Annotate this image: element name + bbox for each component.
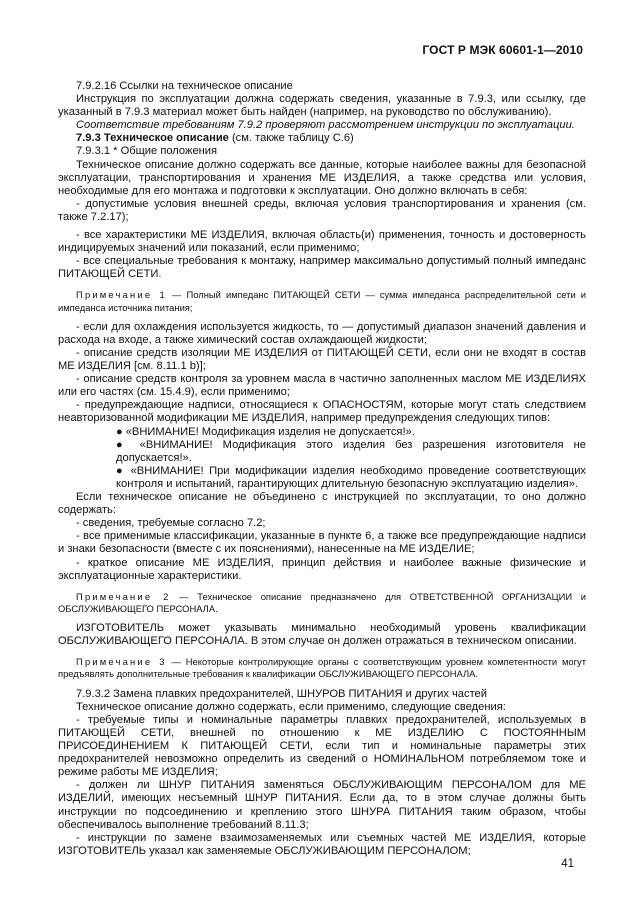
subsection-heading: 7.9.3.2 Замена плавких предохранителей, ШНУРОВ ПИТАНИЯ и других частей [76,687,487,700]
list-item: - все специальные требования к монтажу, например максимально допустимый полный импеданс ПИТАЮЩЕЙ СЕТИ. [58,255,586,281]
page-number: 41 [561,858,574,870]
list-item: - краткое описание МЕ ИЗДЕЛИЯ, принцип действия и наиболее важные физические и эксплуатационные характеристики. [58,556,586,582]
note-1 [58,289,586,313]
note-label: Примечание 1 [76,289,167,301]
page-body [58,80,586,858]
note-3 [58,656,586,680]
note-label: Примечание 2 [76,590,171,602]
list-item: - должен ли ШНУР ПИТАНИЯ заменяться ОБСЛУЖИВАЮЩИМ ПЕРСОНАЛОМ для МЕ ИЗДЕЛИЙ, имеющих несъемный ШНУР ПИТАНИЯ. Если да, то в этом случае должны быть инструкции по подсоединению и креплению этого ШНУРА ПИТАНИЯ таким образом, чтобы обеспечивалось выполнение требований 8.11.3; [58,779,586,831]
standard-header: ГОСТ Р МЭК 60601-1—2010 [422,43,583,57]
list-item: - все применимые классификации, указанные в пункте 6, а также все предупреждающие надписи и знаки безопасности (вместе с их пояснениями), нанесенные на МЕ ИЗДЕЛИЕ; [58,530,586,556]
note-2 [58,591,586,615]
paragraph: Инструкция по эксплуатации должна содержать сведения, указанные в 7.9.3, или ссылку, где указанный в 7.9.3 материал может быть найден (например, на руководство по обслуживанию). [58,93,586,119]
note-label: Примечание 3 [76,656,167,668]
paragraph: Техническое описание должно содержать, если применимо, следующие сведения: [76,700,506,713]
bullet-text: «ВНИМАНИЕ! Модификация изделия не допускается!». [125,425,415,438]
bullet-icon: ● [116,425,126,438]
note-text: — Некоторые контролирующие органы с соответствующим уровнем компетентности могут предъявлять дополнительные требования к квалификации ОБСЛУЖИВАЮЩЕГО ПЕРСОНАЛА. [58,656,586,680]
bullet-icon: ● [116,438,140,451]
paragraph: ИЗГОТОВИТЕЛЬ может указывать минимально необходимый уровень квалификации ОБСЛУЖИВАЮЩЕГО ПЕРСОНАЛА. В этом случае он должен отражаться в техническом описании. [58,622,586,648]
bullet-icon: ● [116,464,131,477]
list-item: - описание средств контроля за уровнем масла в частично заполненных маслом МЕ ИЗДЕЛИЯХ или его частях (см. 15.4.9), если применимо; [58,373,586,399]
list-item: - все характеристики МЕ ИЗДЕЛИЯ, включая область(и) применения, точность и достоверность индицируемых значений или показаний, если применимо; [58,229,586,255]
note-text: — Полный импеданс ПИТАЮЩЕЙ СЕТИ — сумма импеданса распределительной сети и импеданса источника питания; [58,289,587,313]
bullet-item [58,426,586,439]
list-item: - инструкции по замене взаимозаменяемых или съемных частей МЕ ИЗДЕЛИЯ, которые ИЗГОТОВИТЕЛЬ указал как заменяемые ОБСЛУЖИВАЮЩИМ ПЕРСОНАЛОМ; [58,831,586,857]
note-text: — Техническое описание предназначено для ОТВЕТСТВЕННОЙ ОРГАНИЗАЦИИ и ОБСЛУЖИВАЮЩЕГО ПЕРСОНАЛА. [58,590,586,614]
list-item: - описание средств изоляции МЕ ИЗДЕЛИЯ от ПИТАЮЩЕЙ СЕТИ, если они не входят в состав МЕ ИЗДЕЛИЯ [см. 8.11.1 b)]; [58,347,586,373]
section-heading [58,132,586,145]
list-item: - сведения, требуемые согласно 7.2; [76,517,266,530]
paragraph: 7.9.2.16 Ссылки на техническое описание [76,80,293,92]
paragraph: Техническое описание должно содержать все данные, которые наиболее важны для безопасной эксплуатации, транспортирования и хранения МЕ ИЗДЕЛИЯ, а также средства или условия, необходимые для его монтажа и подготовки к эксплуатации. Оно должно включать в себя: [58,158,586,197]
section-heading-bold: 7.9.3 Техническое описание [76,132,229,145]
subsection-heading: 7.9.3.1 * Общие положения [76,145,218,158]
bullet-text: «ВНИМАНИЕ! При модификации изделия необходимо проведение соответствующих контроля и испытаний, гарантирующих длительную безопасную эксплуатацию изделия». [116,464,586,490]
bullet-text: «ВНИМАНИЕ! Модификация этого изделия без разрешения изготовителя не допускается!». [116,438,586,464]
section-heading-rest: (см. также таблицу С.6) [228,132,354,145]
list-item: - требуемые типы и номинальные параметры плавких предохранителей, используемых в ПИТАЮЩЕЙ СЕТИ, внешней по отношению к МЕ ИЗДЕЛИЮ С ПОСТОЯННЫМ ПРИСОЕДИНЕНИЕМ К ПИТАЮЩЕЙ СЕТИ, если тип и номинальные параметры этих предохранителей невозможно определить из сведений о НОМИНАЛЬНОМ потребляемом токе и режиме работы МЕ ИЗДЕЛИЯ; [58,713,586,779]
list-item: - если для охлаждения используется жидкость, то — допустимый диапазон значений давления и расхода на входе, а также химический состав охлаждающей жидкости; [58,320,586,346]
paragraph-compliance: Соответствие требованиям 7.9.2 проверяют рассмотрением инструкции по эксплуатации. [76,119,575,132]
bullet-item [58,465,586,491]
list-item: - предупреждающие надписи, относящиеся к ОПАСНОСТЯМ, которые могут стать следствием неавторизованной модификации МЕ ИЗДЕЛИЯ, например предупреждения следующих типов: [58,399,586,425]
paragraph: Если техническое описание не объединено с инструкцией по эксплуатации, то оно должно содержать: [58,491,586,517]
bullet-item [58,439,586,465]
list-item: - допустимые условия внешней среды, включая условия транспортирования и хранения (см. также 7.2.17); [58,197,586,223]
